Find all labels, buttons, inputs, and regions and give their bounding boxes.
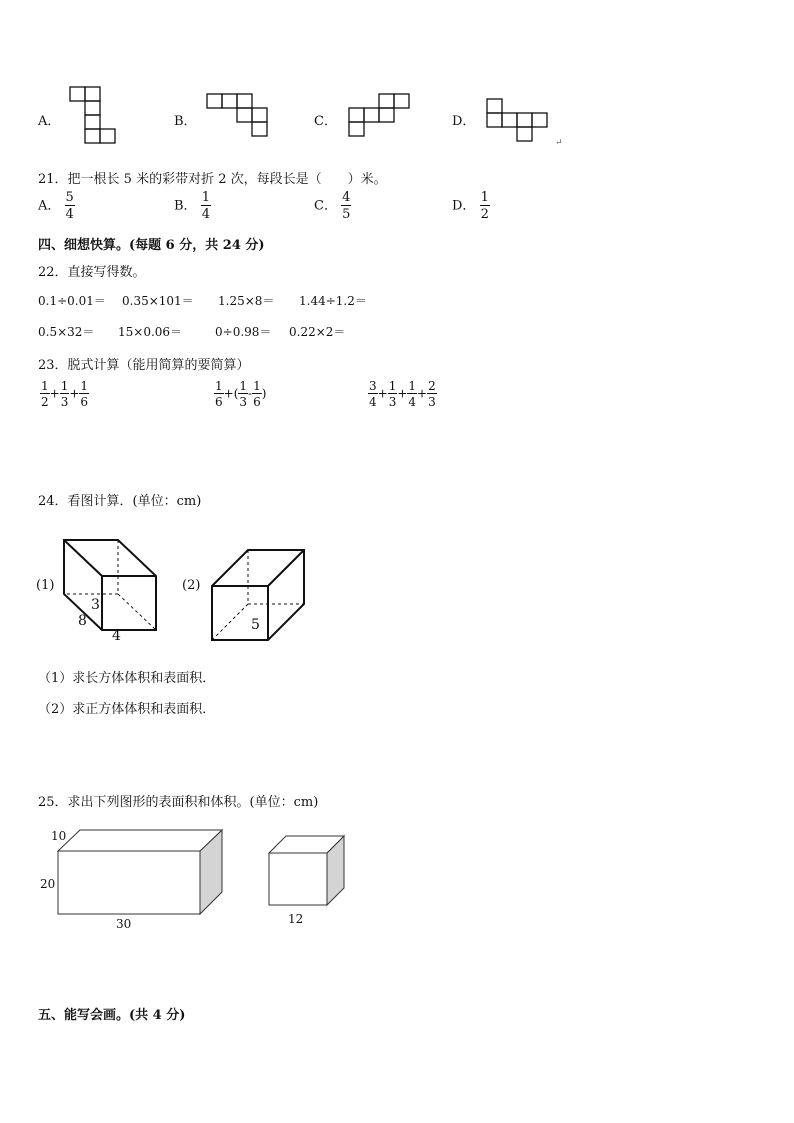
q22-item: 0.35×101＝ xyxy=(122,294,194,308)
q21-option-a-label: A． xyxy=(38,198,61,214)
q23-expression-2 xyxy=(214,380,266,408)
q24-sub-question-2: （2）求正方体体积和表面积． xyxy=(38,702,216,717)
fraction-numerator: 1 xyxy=(408,379,417,393)
q20-net-a xyxy=(70,87,120,147)
operator: + xyxy=(377,386,388,401)
q21-option-d-label: D． xyxy=(452,198,476,214)
operator: - xyxy=(248,386,253,401)
q21-option-c-label: C． xyxy=(314,198,337,214)
operator: + xyxy=(397,386,408,401)
fraction-numerator: 2 xyxy=(428,379,436,393)
fraction-denominator: 4 xyxy=(408,395,417,409)
q22-stem: 22．直接写得数。 xyxy=(38,265,146,280)
q20-option-a-label[interactable]: A． xyxy=(38,114,61,129)
q24-fig2-label: (2) xyxy=(182,578,201,593)
q21-option-b-label: B． xyxy=(174,198,197,214)
q22-item: 0÷0.98＝ xyxy=(215,325,272,339)
q25-box-height: 20 xyxy=(40,877,56,891)
q21-b-numerator: 1 xyxy=(201,190,210,205)
q23-expression-1 xyxy=(40,380,89,408)
operator: + xyxy=(49,386,60,401)
q21-option-c[interactable] xyxy=(314,191,351,221)
q20-net-b xyxy=(207,94,272,142)
q25-box-depth: 10 xyxy=(51,829,67,843)
operator: + xyxy=(69,386,80,401)
q23-expression-3 xyxy=(368,380,437,408)
q24-fig2-edge: 5 xyxy=(251,617,260,633)
q24-fig1-width: 4 xyxy=(112,628,121,644)
q20-net-d xyxy=(487,99,552,147)
q21-option-b[interactable] xyxy=(174,191,211,221)
cube-figure-2 xyxy=(208,546,312,646)
q21-c-numerator: 4 xyxy=(342,190,351,205)
q21-option-d[interactable] xyxy=(452,191,490,221)
q22-item: 0.1÷0.01＝ xyxy=(38,294,106,308)
q21-d-numerator: 1 xyxy=(480,190,489,205)
q20-net-c xyxy=(349,94,414,142)
cube-figure-4 xyxy=(268,834,348,908)
section-4-title: 四、细想快算。(每题 6 分，共 24 分) xyxy=(38,238,265,253)
q22-item: 1.25×8＝ xyxy=(218,294,275,308)
fraction-denominator: 2 xyxy=(41,395,49,409)
section-5-title: 五、能写会画。(共 4 分) xyxy=(38,1008,186,1023)
cuboid-figure-3 xyxy=(57,828,225,918)
q20-option-b-label[interactable]: B． xyxy=(174,114,197,129)
q24-fig1-height: 3 xyxy=(91,597,100,613)
q21-a-numerator: 5 xyxy=(65,190,74,205)
cuboid-figure-1 xyxy=(60,536,165,641)
q24-fig1-depth: 8 xyxy=(78,613,87,629)
fraction-denominator: 3 xyxy=(239,395,248,409)
fraction-denominator: 3 xyxy=(60,395,69,409)
fraction-denominator: 3 xyxy=(428,395,436,409)
fraction-numerator: 1 xyxy=(80,379,89,393)
q24-fig1-label: (1) xyxy=(36,578,55,593)
q21-c-denominator: 5 xyxy=(342,207,351,222)
q25-stem: 25．求出下列图形的表面积和体积。(单位：cm) xyxy=(38,795,319,810)
fraction-numerator: 1 xyxy=(388,379,397,393)
q22-item: 0.22×2＝ xyxy=(289,325,346,339)
q20-option-d-label[interactable]: D． xyxy=(452,114,476,129)
operator: +( xyxy=(223,386,239,401)
q20-option-c-label[interactable]: C． xyxy=(314,114,337,129)
fraction-numerator: 1 xyxy=(239,379,248,393)
fraction-denominator: 4 xyxy=(369,395,377,409)
q23-stem: 23．脱式计算（能用简算的要简算） xyxy=(38,358,250,373)
q21-stem: 21．把一根长 5 米的彩带对折 2 次，每段长是（ ）米。 xyxy=(38,172,387,187)
q22-item: 1.44÷1.2＝ xyxy=(299,294,367,308)
q24-stem: 24．看图计算．(单位：cm) xyxy=(38,494,202,509)
fraction-numerator: 1 xyxy=(253,379,261,393)
fraction-denominator: 6 xyxy=(215,395,223,409)
operator: ) xyxy=(261,386,267,401)
fraction-denominator: 6 xyxy=(253,395,261,409)
q22-item: 0.5×32＝ xyxy=(38,325,95,339)
q21-b-denominator: 4 xyxy=(201,207,210,222)
fraction-denominator: 6 xyxy=(80,395,89,409)
q22-item: 15×0.06＝ xyxy=(118,325,183,339)
q21-option-a[interactable] xyxy=(38,191,75,221)
fraction-numerator: 1 xyxy=(60,379,69,393)
return-mark-icon: ↵ xyxy=(555,138,563,148)
q25-box-length: 30 xyxy=(116,917,132,931)
fraction-numerator: 3 xyxy=(369,379,377,393)
q24-sub-question-1: （1）求长方体体积和表面积． xyxy=(38,671,216,686)
fraction-denominator: 3 xyxy=(388,395,397,409)
q25-cube-edge: 12 xyxy=(288,912,304,926)
fraction-numerator: 1 xyxy=(41,379,49,393)
fraction-numerator: 1 xyxy=(215,379,223,393)
operator: + xyxy=(417,386,428,401)
q21-d-denominator: 2 xyxy=(480,207,489,222)
q21-a-denominator: 4 xyxy=(65,207,74,222)
